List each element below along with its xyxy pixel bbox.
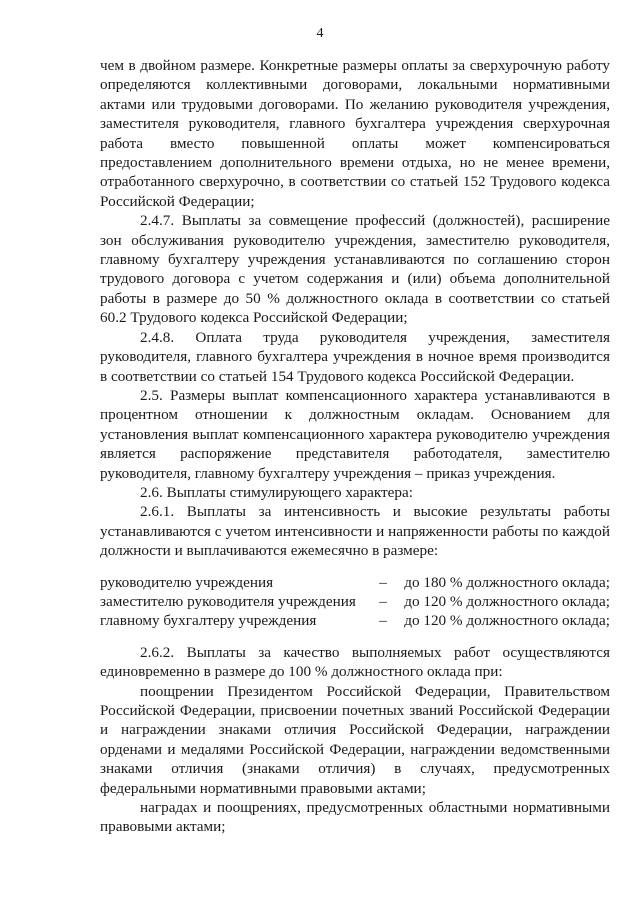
rate-recipient: руководителю учреждения [100, 573, 274, 591]
paragraph-2-6-1: 2.6.1. Выплаты за интенсивность и высокие результаты работы устанавливаются с учетом интенсивности и напряженности работы по каждой должности и выплачиваются ежемесячно в размере: [100, 503, 610, 560]
rate-row [100, 611, 610, 630]
rate-dash: – [379, 573, 387, 591]
rates-table [100, 573, 610, 631]
document-body [100, 56, 610, 837]
rate-row [100, 592, 610, 611]
paragraph-federal-awards: поощрении Президентом Российской Федерации, Правительством Российской Федерации, присвоении почетных званий Российской Федерации и награждении знаками отличия Российской Федерации, награждении орденами и медалями Российской Федерации, награждении ведомственными знаками отличия (знаками отличия) в случаях, предусмотренных федеральными нормативными правовыми актами; [100, 682, 610, 797]
rate-amount: до 120 % должностного оклада; [404, 612, 610, 630]
rate-row [100, 573, 610, 592]
paragraph-2-6: 2.6. Выплаты стимулирующего характера: [140, 483, 413, 501]
paragraph-2-6-2: 2.6.2. Выплаты за качество выполняемых работ осуществляются единовременно в размере до 100 % должностного оклада при: [100, 643, 610, 681]
paragraph-regional-awards: наградах и поощрениях, предусмотренных областными нормативными правовыми актами; [100, 799, 610, 836]
page-number: 4 [316, 26, 324, 41]
rate-dash: – [379, 592, 387, 610]
paragraph-overtime-continuation: чем в двойном размере. Конкретные размеры оплаты за сверхурочную работу определяются коллективными договорами, локальными нормативными актами или трудовыми договорами. По желанию руководителя учреждения, заместителя руководителя, главного бухгалтера учреждения сверхурочная работа вместо повышенной оплаты может компенсироваться предоставлением дополнительного времени отдыха, но не менее времени, отработанного сверхурочно, в соответствии со статьей 152 Трудового кодекса Российской Федерации; [100, 57, 610, 210]
rate-recipient: главному бухгалтеру учреждения [100, 612, 317, 630]
rate-amount: до 180 % должностного оклада; [404, 573, 610, 591]
paragraph-2-4-7: 2.4.7. Выплаты за совмещение профессий (должностей), расширение зон обслуживания руководителю учреждения, заместителю руководителя, главному бухгалтеру учреждения устанавливаются по соглашению сторон трудового договора с учетом содержания и (или) объема дополнительной работы в размере до 50 % должностного оклада в соответствии со статьей 60.2 Трудового кодекса Российской Федерации; [100, 212, 610, 327]
rate-recipient: заместителю руководителя учреждения [100, 592, 356, 610]
rate-dash: – [379, 612, 387, 630]
paragraph-2-4-8: 2.4.8. Оплата труда руководителя учреждения, заместителя руководителя, главного бухгалтера учреждения в ночное время производится в соответствии со статьей 154 Трудового кодекса Российской Федерации. [100, 328, 610, 385]
paragraph-2-5: 2.5. Размеры выплат компенсационного характера устанавливаются в процентном отношении к должностным окладам. Основанием для установления выплат компенсационного характера руководителю учреждения является распоряжение представителя работодателя, заместителю руководителя, главному бухгалтеру учреждения – приказ учреждения. [100, 386, 610, 482]
rate-amount: до 120 % должностного оклада; [404, 592, 610, 610]
